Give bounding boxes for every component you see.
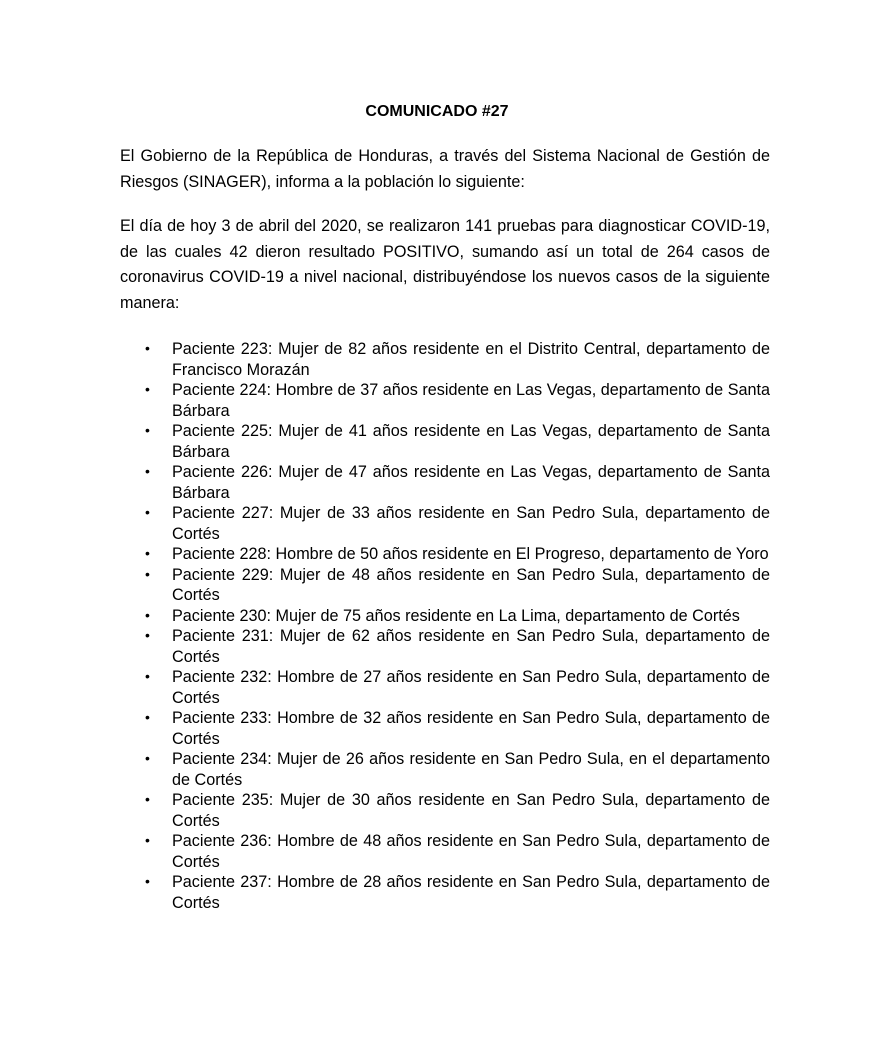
- bullet-icon: •: [145, 832, 150, 848]
- patient-text: Paciente 230: Mujer de 75 años residente en La Lima, departamento de Cortés: [172, 606, 740, 625]
- list-item: [144, 421, 770, 462]
- bullet-icon: •: [145, 381, 150, 397]
- patient-text: Paciente 224: Hombre de 37 años residente en Las Vegas, departamento de Santa Bárbara: [172, 381, 770, 420]
- patient-text: Paciente 233: Hombre de 32 años residente en San Pedro Sula, departamento de Cortés: [172, 709, 770, 748]
- list-item: [144, 831, 770, 872]
- list-item: [144, 667, 770, 708]
- patient-text: Paciente 231: Mujer de 62 años residente en San Pedro Sula, departamento de Cortés: [172, 627, 770, 666]
- patient-text: Paciente 236: Hombre de 48 años residente en San Pedro Sula, departamento de Cortés: [172, 832, 770, 871]
- bullet-icon: •: [145, 627, 150, 643]
- list-item: [144, 790, 770, 831]
- list-item: [144, 503, 770, 544]
- patient-list: [144, 339, 770, 913]
- patient-text: Paciente 226: Mujer de 47 años residente en Las Vegas, departamento de Santa Bárbara: [172, 463, 770, 502]
- list-item: [144, 749, 770, 790]
- list-item: [144, 872, 770, 913]
- bullet-icon: •: [145, 565, 150, 582]
- patient-text: Paciente 228: Hombre de 50 años residente en El Progreso, departamento de Yoro: [172, 545, 769, 563]
- patient-text: Paciente 234: Mujer de 26 años residente en San Pedro Sula, en el departamento de Cortés: [172, 750, 770, 789]
- list-item: [144, 626, 770, 667]
- list-item: [144, 544, 770, 565]
- patient-text: Paciente 235: Mujer de 30 años residente en San Pedro Sula, departamento de Cortés: [172, 791, 770, 830]
- list-item: [144, 708, 770, 749]
- list-item: [144, 339, 770, 380]
- patient-text: Paciente 237: Hombre de 28 años residente en San Pedro Sula, departamento de Cortés: [172, 873, 770, 912]
- intro-paragraph: El Gobierno de la República de Honduras, a través del Sistema Nacional de Gestión de Riesgos (SINAGER), informa a la población lo siguiente:: [120, 147, 770, 191]
- bullet-icon: •: [145, 709, 150, 725]
- document-title: COMUNICADO #27: [365, 103, 509, 120]
- list-item: [144, 606, 770, 627]
- bullet-icon: •: [145, 873, 150, 889]
- bullet-icon: •: [145, 340, 150, 356]
- patient-text: Paciente 227: Mujer de 33 años residente en San Pedro Sula, departamento de Cortés: [172, 504, 770, 543]
- patient-text: Paciente 225: Mujer de 41 años residente en Las Vegas, departamento de Santa Bárbara: [172, 422, 770, 461]
- patient-text: Paciente 229: Mujer de 48 años residente en San Pedro Sula, departamento de Cortés: [172, 565, 770, 604]
- patient-text: Paciente 223: Mujer de 82 años residente en el Distrito Central, departamento de Francisco Morazán: [172, 340, 770, 379]
- bullet-icon: •: [145, 791, 150, 807]
- patient-text: Paciente 232: Hombre de 27 años residente en San Pedro Sula, departamento de Cortés: [172, 668, 770, 707]
- summary-paragraph: El día de hoy 3 de abril del 2020, se realizaron 141 pruebas para diagnosticar COVID-19, de las cuales 42 dieron resultado POSITIVO, sumando así un total de 264 casos de coronavirus COVID-19 a nivel nacional, distribuyéndose los nuevos casos de la siguiente manera:: [120, 217, 770, 312]
- list-item: [144, 462, 770, 503]
- bullet-icon: •: [145, 545, 150, 561]
- list-item: [144, 380, 770, 421]
- bullet-icon: •: [145, 504, 150, 520]
- bullet-icon: •: [145, 463, 150, 479]
- bullet-icon: •: [145, 606, 150, 623]
- bullet-icon: •: [145, 750, 150, 766]
- bullet-icon: •: [145, 422, 150, 438]
- bullet-icon: •: [145, 668, 150, 684]
- list-item: [144, 565, 770, 606]
